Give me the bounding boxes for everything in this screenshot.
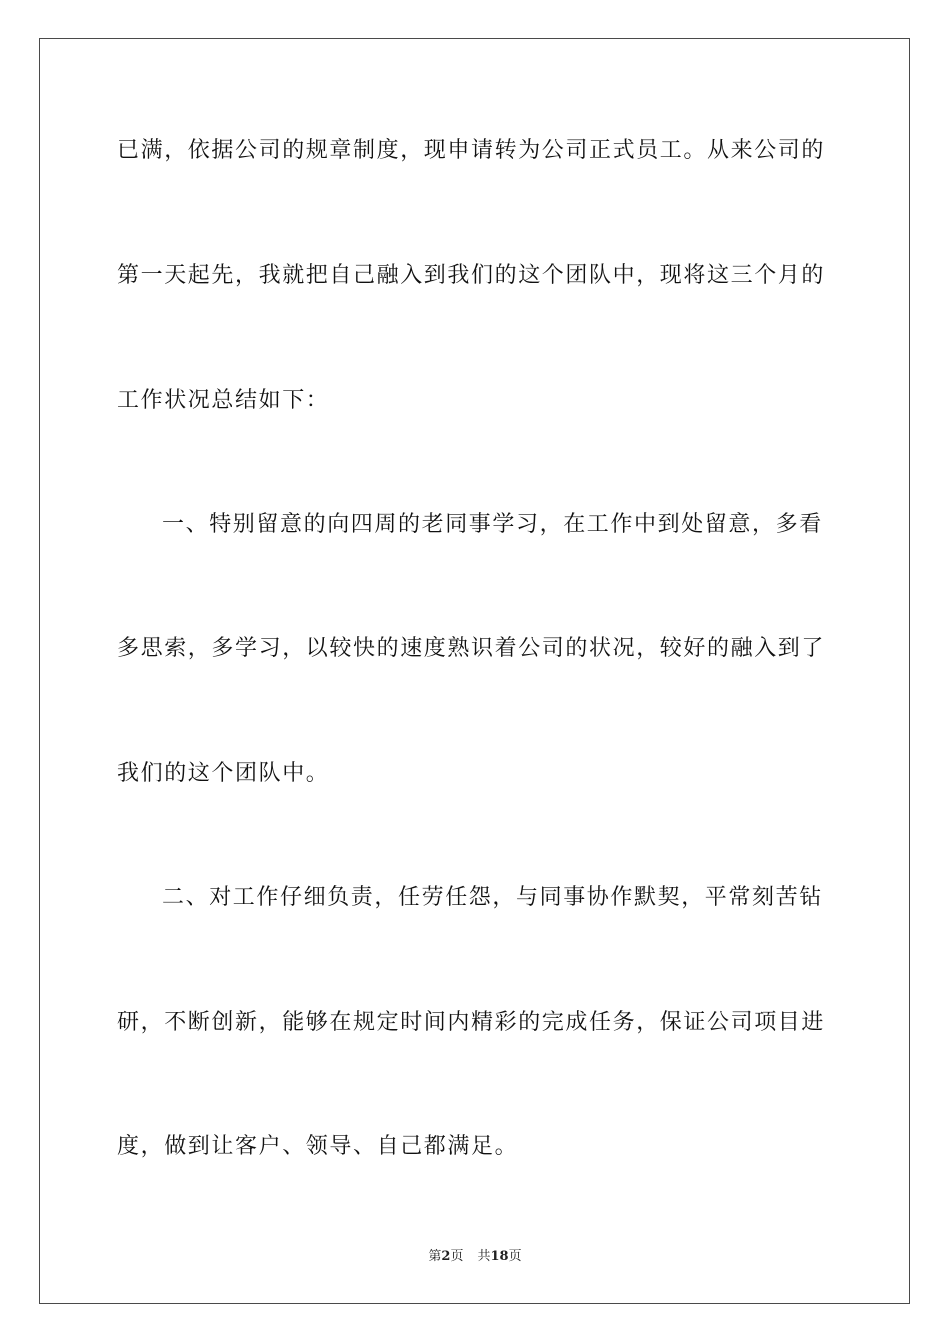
- body-text-line-6: 我们的这个团队中。: [117, 761, 330, 786]
- current-page-number: 2: [441, 1249, 451, 1264]
- body-text-line-8: 研，不断创新，能够在规定时间内精彩的完成任务，保证公司项目进: [117, 1010, 826, 1035]
- total-page-count: 18: [490, 1249, 509, 1264]
- body-text-line-9: 度，做到让客户、领导、自己都满足。: [117, 1134, 519, 1159]
- page-footer: [0, 1248, 950, 1266]
- total-suffix: 页: [508, 1249, 522, 1264]
- total-prefix: 共: [477, 1249, 491, 1264]
- page-prefix: 第: [428, 1249, 442, 1264]
- body-text-line-1: 已满，依据公司的规章制度，现申请转为公司正式员工。从来公司的: [117, 138, 826, 163]
- body-text-line-7: 二、对工作仔细负责，任劳任怨，与同事协作默契，平常刻苦钻: [162, 885, 823, 910]
- body-text-line-2: 第一天起先，我就把自己融入到我们的这个团队中，现将这三个月的: [117, 263, 826, 288]
- body-text-line-4: 一、特别留意的向四周的老同事学习，在工作中到处留意，多看: [162, 512, 823, 537]
- page-suffix: 页: [450, 1249, 464, 1264]
- body-text-line-5: 多思索，多学习，以较快的速度熟识着公司的状况，较好的融入到了: [117, 636, 826, 661]
- body-text-line-3: 工作状况总结如下：: [117, 388, 330, 413]
- page-border: [39, 38, 910, 1304]
